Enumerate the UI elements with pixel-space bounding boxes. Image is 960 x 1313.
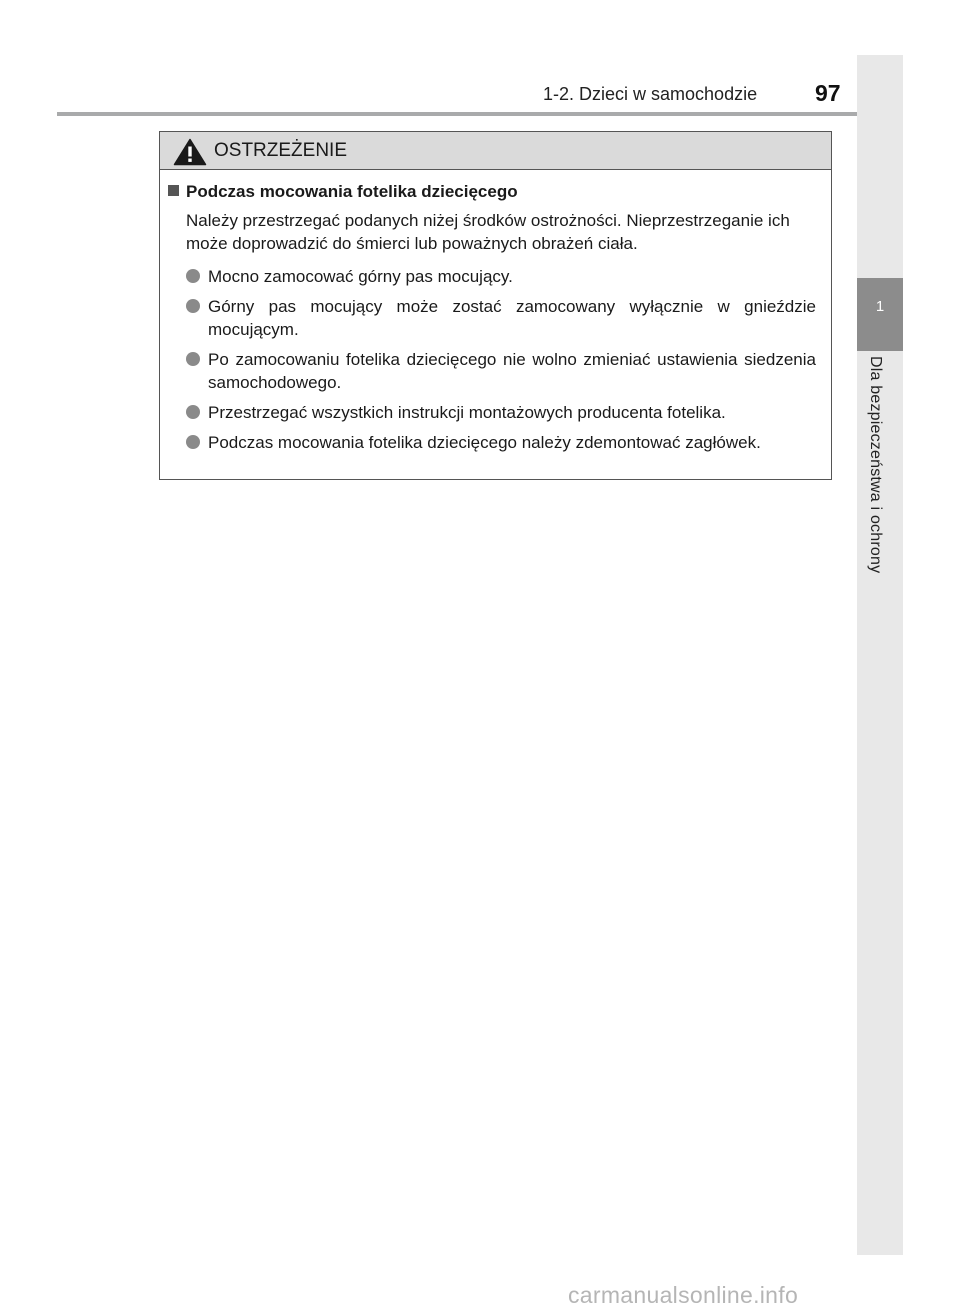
warning-box <box>159 131 832 480</box>
list-item-text: Przestrzegać wszystkich instrukcji montażowych producenta fotelika. <box>208 403 726 422</box>
chapter-side-tab <box>857 55 903 1255</box>
warning-label: OSTRZEŻENIE <box>214 140 348 161</box>
chapter-indicator <box>857 278 903 351</box>
header-divider <box>57 112 903 116</box>
bullet-dot-icon <box>186 299 200 313</box>
chapter-title: Dla bezpieczeństwa i ochrony <box>867 356 884 574</box>
list-item-text: Górny pas mocujący może zostać zamocowany wyłącznie w gnieździe mocującym. <box>208 297 816 339</box>
list-item <box>186 401 816 424</box>
list-item <box>186 431 816 454</box>
list-item <box>186 265 816 288</box>
list-item-text: Po zamocowaniu fotelika dziecięcego nie wolno zmieniać ustawienia siedzenia samochodowego. <box>208 350 816 392</box>
list-item <box>186 348 816 394</box>
square-bullet-icon <box>168 185 179 196</box>
page-number: 97 <box>815 80 841 106</box>
bullet-dot-icon <box>186 352 200 366</box>
list-item-text: Podczas mocowania fotelika dziecięcego należy zdemontować zagłówek. <box>208 433 761 452</box>
warning-header <box>160 132 831 170</box>
warning-triangle-icon <box>173 138 207 166</box>
bullet-dot-icon <box>186 405 200 419</box>
list-item <box>186 295 816 341</box>
bullet-dot-icon <box>186 435 200 449</box>
warning-list <box>186 265 816 454</box>
section-title: 1-2. Dzieci w samochodzie <box>543 84 758 104</box>
watermark: carmanualsonline.info <box>568 1282 799 1308</box>
list-item-text: Mocno zamocować górny pas mocujący. <box>208 267 513 286</box>
warning-body <box>160 170 831 454</box>
chapter-number: 1 <box>875 298 885 315</box>
warning-subheading-text: Podczas mocowania fotelika dziecięcego <box>186 182 518 201</box>
bullet-dot-icon <box>186 269 200 283</box>
warning-intro: Należy przestrzegać podanych niżej środków ostrożności. Nieprzestrzeganie ich może doprowadzić do śmierci lub poważnych obrażeń ciała. <box>186 211 790 253</box>
warning-subheading <box>167 180 816 203</box>
